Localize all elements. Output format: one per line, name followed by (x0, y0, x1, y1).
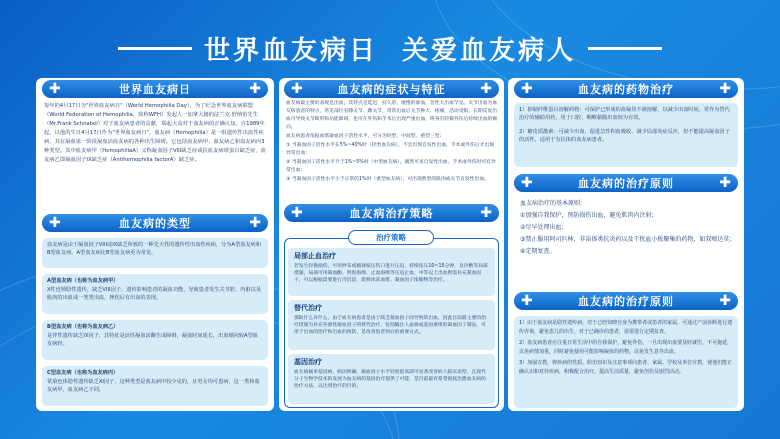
world-day-paragraph: 每年的4月17日为"世界血友病日"（World Hemophilia Day），为了纪念世界血友病联盟（World Federation of Hemophilia，简称WFH）发起人一加拿大籍的法兰克·舒纳伯先生（Mr.Frank Schnabel）对于血友病患者的贡献，瑞起大众对于血友病的正确认知。自1989年起，以他的生日4月17日作为"世界血友病日"，血友病（Hemophilia）是一组遗传性出血性疾病，其在凝血第一阶段凝血活血友病的各种出生障碍。它包括血友病甲、血友病乙和血友病丙3种类型。其中血友病甲（HemophiliaA）又称凝血因子VIII缺乏症或抗血友病球蛋白缺乏症，血友病乙即凝血因子IX缺乏症（Antihemophilia factorA）缺乏症。 (44, 103, 267, 163)
plus-icon: ✚ (521, 175, 533, 191)
principle2-header (514, 292, 738, 310)
strategy-header (284, 204, 499, 222)
gene-therapy-body: 血友病属单基因病，病因明确，凝血因子水平轻度提高即可显著改善病人临床表型，且现代分子生物学技术的发展为血友病的基因治疗提供了可能，是目前最有希望彻底治愈血友病的治疗方法，以达到治疗的目的。 (294, 370, 486, 389)
gene-therapy-box (288, 354, 495, 404)
drug-box (514, 103, 738, 167)
local-hemostasis-box (288, 248, 495, 296)
principle2-item: 2）血友病患者应注重日常生活中的自我保护，避免外伤，一旦出现出血要及时就医，不可拖延，以免病情加重，同时避免使用可能影响凝血的药物，以免发生意外出血。 (519, 340, 733, 355)
drug-item: 2）糖皮质激素：可减少出血、促进急性积血吸收、减少局部炎症反应，但不能提高凝血因子的活性，适用于有抗体的血友病患者。 (519, 129, 730, 143)
principle1-header (514, 174, 738, 192)
symptoms-header (284, 80, 499, 98)
type-c-title: C型血友病（也称为血友病丙） (47, 370, 119, 376)
types-heading: 血友病的类型 (119, 217, 191, 230)
plus-icon: ✚ (49, 81, 61, 97)
strategy-heading: 血友病治疗策略 (349, 207, 434, 220)
plus-icon: ✚ (480, 81, 492, 97)
drug-item: 1）抑制纤维蛋白溶解药物：可保护已形成的血凝块不被溶解，以减少出血时间，常作为替代治疗的辅助用药，用于口腔、咽喉黏膜出血较为有效。 (519, 107, 730, 121)
replacement-therapy-title: 替代治疗 (294, 304, 322, 312)
drug-header (514, 80, 738, 98)
title-right-dash (588, 47, 662, 50)
plus-icon: ✚ (719, 293, 731, 309)
plus-icon: ✚ (521, 293, 533, 309)
gene-therapy-title: 基因治疗 (294, 358, 322, 366)
local-hemostasis-title: 局部止血治疗 (294, 252, 336, 260)
principle1-heading: 血友病的治疗原则 (578, 177, 674, 190)
plus-icon: ✚ (480, 205, 492, 221)
symptoms-paragraph: 血友病最主要的表现是出血，其特点是延迟、持久的、缓慢的渗血，急性大出血罕见。关节出血为血友病患者的特点，常见部位有膝关节、踝关节，常常出血后关节肿大、疼痛、活动受限，长期反复出血可导致关节畸形和功能障碍，也可在外伤和手术后出现严重出血，终身有轻微外伤后持续出血的倾向。 (286, 101, 498, 130)
type-b-box (42, 320, 268, 360)
type-c-body: 常染色体隐性遗传缺乏XI因子，这种类型是血友病中较少见的，且男女均可患病，这一类和血友病甲、血友病乙不同。 (47, 379, 260, 393)
world-day-heading: 世界血友病日 (119, 83, 191, 96)
principle2-item: 3）加强宣教，将疾病的性质、防治知识及注意事项向患者、家属、学校及单位宣教，使他们能正确认识和对待疾病，积极配合治疗，提高生活质量，避免创伤及剧烈活动。 (519, 360, 733, 375)
principle1-intro: 血友病治疗的基本原则： (520, 200, 587, 207)
principle2-box (514, 316, 738, 408)
plus-icon: ✚ (521, 81, 533, 97)
poster-title-row (0, 30, 780, 66)
plus-icon: ✚ (249, 215, 261, 231)
poster-title: 世界血友病日 关爱血友病人 (203, 35, 577, 66)
type-b-title: B型血友病（也称为血友病乙） (47, 324, 119, 330)
types-intro-box (42, 238, 268, 268)
plus-icon: ✚ (249, 81, 261, 97)
symptoms-paragraph: ③ 当凝血因子活性水平小于正常的1%时（重型血友病），可出现典型的肌肉或关节自发性出血。 (286, 177, 489, 182)
principle1-item: ①加强自我保护，预防损伤出血，避免肌肉内注射； (520, 212, 658, 219)
principle1-item: ④定期复查。 (520, 248, 556, 255)
principle1-item: ③禁止服用阿司匹林、非甾体类抗炎药以及干扰血小板聚集的药物，如双嘧达莫； (520, 236, 736, 243)
local-hemostasis-body: 若发生轻微损伤，可用纱布或棉球按压伤口进行压迫，持续按压10~15分钟，及冷敷等局部措施，局部可用凝血酶、明胶海绵、止血海绵等压迫止血，中等以上出血则需补充凝血因子，可以根据需要进行冷沉淀、新鲜冰冻血浆、凝血因子浓缩物等治疗。 (294, 264, 488, 283)
type-b-body: 是伴性遗传缺乏IX因子，其特征是活性凝血活酶生成障碍，凝血时间延长，出血倾向较A型血友病轻。 (47, 333, 258, 347)
world-day-header (42, 80, 268, 98)
plus-icon: ✚ (719, 81, 731, 97)
symptoms-paragraph: ① 当凝血因子活性水平在5%~40%时（轻型血友病），不会出现自发性出血，手术或外伤后才出现异常出血； (286, 143, 495, 156)
symptoms-paragraph: ② 当凝血因子活性水平介于1%~5%时（中型血友病），偶然可见自发性出血，手术或外伤时可有异常出血； (286, 160, 496, 173)
plus-icon: ✚ (291, 81, 303, 97)
principle2-item: 1）由于血友病是隐性遗传病，对于已经知晓自身为携带者或患者的家属，可通过产前诊断进行遗传咨询，避免患儿的出生，对于已确诊的患者，需要进行定期复查。 (519, 320, 733, 335)
symptoms-heading: 血友病的症状与特征 (337, 83, 446, 96)
principle1-text (520, 198, 736, 280)
title-left-dash (118, 47, 192, 50)
type-c-box (42, 366, 268, 406)
strategy-subheading: 治疗策略 (348, 230, 434, 245)
types-header (42, 214, 268, 232)
plus-icon: ✚ (291, 205, 303, 221)
principle1-item: ②尽早处理出血； (520, 224, 568, 231)
type-a-box (42, 274, 268, 314)
type-a-title: A型血友病（也称为血友病甲） (47, 278, 119, 284)
drug-heading: 血友病的药物治疗 (578, 83, 674, 96)
symptoms-text (286, 100, 498, 196)
symptoms-paragraph: 血友病患者依据血浆凝血因子活性水平，可分为轻型、中间型、重型三型： (286, 134, 445, 139)
world-day-text (44, 102, 268, 202)
plus-icon: ✚ (49, 215, 61, 231)
plus-icon: ✚ (719, 175, 731, 191)
replacement-therapy-body: 那缺什么补什么，由于血友病患者是由于缺乏凝血因子而导致的出血，因此目前最主要的治疗措施为补充外源性凝血因子的替代治疗，包括输注人血源或基因重组的凝血因子制品，可用于出血的治疗和出血的预防，是改善患者预后的重要方式。 (294, 316, 486, 335)
principle2-heading: 血友病的治疗原则 (578, 295, 674, 308)
type-a-body: X性连锁隐性遗传，缺乏VIII因子，遗传影响患者的凝血功能，导致患者发生关节腔、内脏以及肌肉的出血或一类类出血，挫伤后有出血的表现。 (47, 287, 262, 301)
types-intro-text: 血友病是由于凝血因子VIII或IX缺乏所致的一种先天性的遗传性出血性疾病，分为A型血友病和B型血友病。A型血友病比B型血友病更为常见。 (47, 242, 261, 256)
replacement-therapy-box (288, 300, 495, 350)
